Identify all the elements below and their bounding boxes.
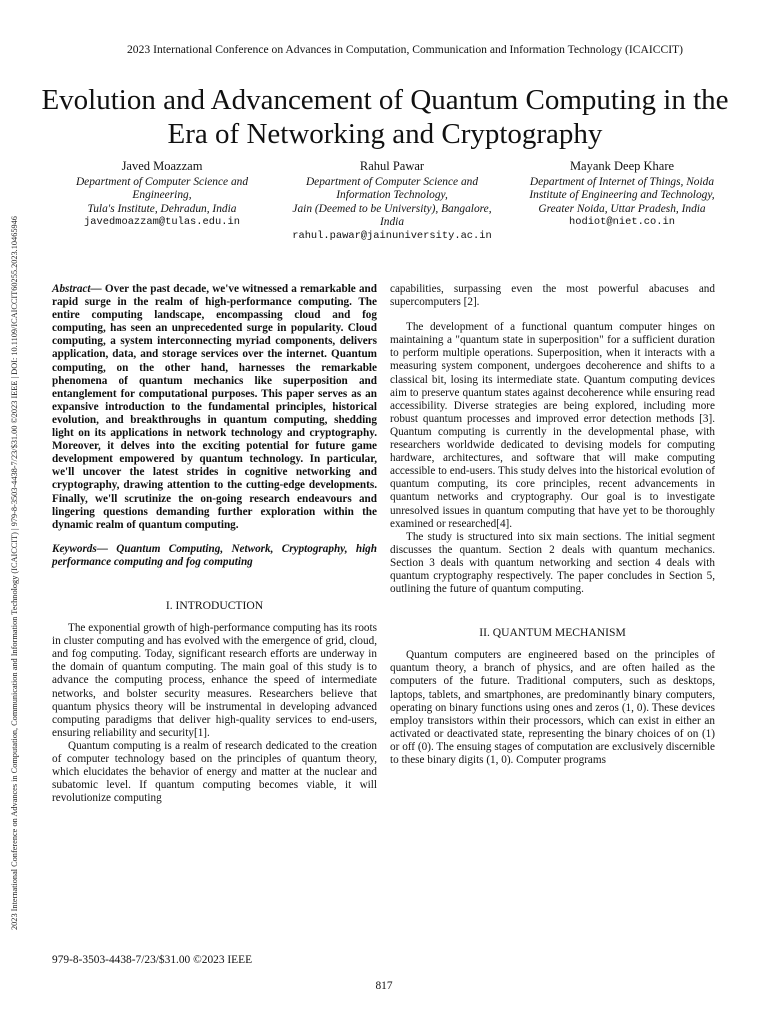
author-1: [52, 160, 272, 243]
author-email: javedmoazzam@tulas.edu.in: [84, 216, 240, 228]
author-2: [282, 160, 502, 243]
author-department: Department of Computer Science and Information Technology,: [305, 175, 479, 201]
author-name: Rahul Pawar: [359, 159, 425, 173]
author-institution: Greater Noida, Uttar Pradesh, India: [538, 202, 706, 215]
paper-title: Evolution and Advancement of Quantum Computing in the Era of Networking and Cryptography: [41, 84, 729, 151]
paragraph: The study is structured into six main sections. The initial segment discusses the quantum. Section 2 deals with quantum mechanics. Section 3 deals with quantum networking and section 4 deals with quantum cryptography respectively. The paper concludes in Section 5, outlining the future of quantum computing.: [390, 530, 715, 596]
conference-header: 2023 International Conference on Advances in Computation, Communication and Information Technology (ICAICCIT): [127, 43, 683, 56]
paragraph: Quantum computing is a realm of research dedicated to the creation of computer technology based on the principles of quantum theory, which elucidates the behavior of energy and matter at the nuclear and subatomic level. If quantum computing becomes viable, it will revolutionize computing: [52, 739, 377, 805]
paragraph: capabilities, surpassing even the most powerful abacuses and supercomputers [2].: [390, 283, 715, 309]
side-doi-strip: 2023 International Conference on Advances in Computation, Communication and Information Technology (ICAICCIT) | 979-8-3503-4438-7/23/$31.00 ©2023 IEEE | DOI: 10.1109/ICAICCIT60255.2023.10465946: [10, 216, 19, 930]
paragraph: The exponential growth of high-performance computing has its roots in cluster computing and has evolved with the emergence of grid, cloud, and fog computing. Today, significant research efforts are underway in the domain of quantum computing. The main goal of this study is to advance the computing process, enhance the speed of intermediate networks, and bolster security measures. Researchers believe that quantum physics theory will be instrumental in developing advanced computing paradigms that deliver high-quality services to end-users, ensuring reliability and security[1].: [52, 622, 377, 739]
keywords: Keywords— Quantum Computing, Network, Cryptography, high performance computing and fog computing: [52, 542, 377, 568]
author-block: [52, 160, 732, 243]
author-email: hodiot@niet.co.in: [568, 216, 675, 228]
author-institution: Tula's Institute, Dehradun, India: [87, 202, 237, 215]
abstract-text: Over the past decade, we've witnessed a remarkable and rapid surge in the realm of high-performance computing. The entire computing landscape, encompassing cloud and fog computing, has seen an unprecedented surge in popularity. Cloud computing, a system interconnecting myriad components, delivers application, data, and storage services over the internet. Quantum computing, on the other hand, harnesses the remarkable phenomena of quantum mechanics like superposition and entanglement for computational purposes. This paper serves as an expansive introduction to the fundamental principles, historical evolution, and breakthroughs in quantum computing, shedding light on its applications in network technology and cryptography. Moreover, it delves into the exciting potential for future game development empowered by quantum technology. In particular, we'll uncover the latest strides in cognitive networking and cryptography, drawing attention to the cutting-edge developments. Finally, we'll scrutinize the on-going research endeavours and lingering questions demanding further exploration within the dynamic realm of quantum computing.: [52, 283, 377, 531]
page-number: 817: [375, 980, 393, 992]
author-department: Department of Internet of Things, Noida Institute of Engineering and Technology,: [529, 175, 715, 201]
section-heading-introduction: I. INTRODUCTION: [165, 598, 264, 612]
left-column: [52, 283, 377, 805]
author-department: Department of Computer Science and Engineering,: [75, 175, 249, 201]
abstract-label: Abstract—: [52, 283, 102, 295]
paragraph: Quantum computers are engineered based on the principles of quantum theory, a branch of physics, and are often hailed as the computers of the future. Traditional computers, such as desktops, laptops, tablets, and smartphones, are predominantly binary computers, operating on binary functions using ones and zeros (1, 0). These devices employ transistors within their processors, which can exist in either an activated or deactivated state, representing the binary choices of on (1) or off (0). The ensuing stages of computation are exclusively discernible to these binary digits (1, 0). Computer programs: [390, 649, 715, 766]
copyright-footer: 979-8-3503-4438-7/23/$31.00 ©2023 IEEE: [52, 954, 253, 966]
author-email: rahul.pawar@jainuniversity.ac.in: [292, 229, 492, 242]
author-name: Mayank Deep Khare: [569, 159, 675, 173]
right-column: [390, 283, 715, 767]
section-heading-quantum-mechanism: II. QUANTUM MECHANISM: [479, 626, 626, 640]
author-institution: Jain (Deemed to be University), Bangalore, India: [292, 202, 492, 228]
author-name: Javed Moazzam: [121, 159, 203, 173]
author-3: [512, 160, 732, 243]
abstract: [52, 283, 377, 532]
paragraph: The development of a functional quantum computer hinges on maintaining a "quantum state in superposition" for a sufficient duration to perform multiple operations. Superposition, when it interacts with a measuring system component, undergoes decoherence and shifts to a classical bit, losing its intermediate state. Quantum computing devices aim to preserve quantum states against decoherence while ensuring read accessibility. Diverse strategies are being explored, including more robust quantum processes and improved error detection methods [3]. Quantum computing is currently in the developmental phase, with researchers worldwide dedicated to devising models for computing hardware, architectures, and software that will make computing accessible to end-users. This study delves into the historical evolution of quantum computing, its core principles, recent advancements in quantum networks and cryptography. Our goal is to investigate unresolved issues in quantum computing that have yet to be thoroughly examined or researched[4].: [390, 321, 715, 530]
